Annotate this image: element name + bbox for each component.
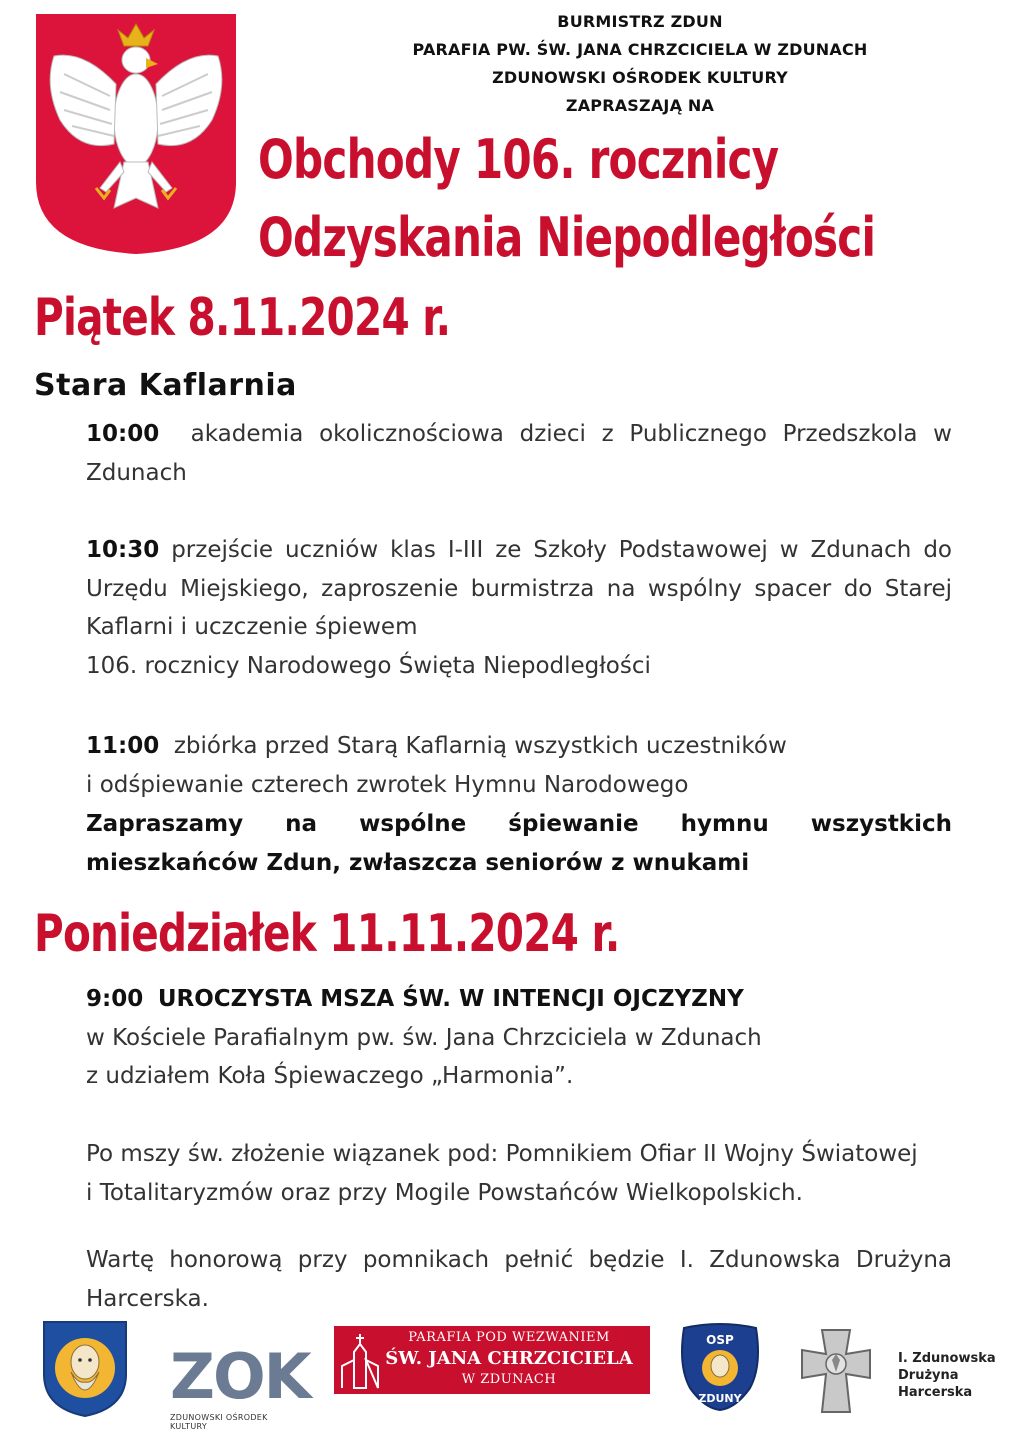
zok-letters: ZOK bbox=[170, 1340, 310, 1413]
parafia-line-1: PARAFIA POD WEZWANIEM bbox=[408, 1330, 610, 1345]
event-1030 bbox=[86, 531, 952, 685]
scout-cross-icon bbox=[788, 1326, 884, 1416]
event-text: przejście uczniów klas I-III ze Szkoły Podstawowej w Zdunach do Urzędu Miejskiego, zaproszenie burmistrza na wspólny spacer do Starej Kaflarni i uczczenie śpiewem bbox=[86, 537, 952, 640]
invite-line-1: Zapraszamy na wspólne śpiewanie hymnu wszystkich bbox=[86, 811, 952, 837]
monday-heading: Poniedziałek 11.11.2024 r. bbox=[34, 904, 620, 964]
polish-eagle-emblem-icon bbox=[34, 12, 238, 256]
zok-logo bbox=[170, 1340, 310, 1431]
zok-caption: ZDUNOWSKI OŚRODEK KULTURY bbox=[170, 1413, 268, 1431]
event-text: akademia okolicznościowa dzieci z Publicznego Przedszkola w Zdunach bbox=[86, 421, 952, 486]
mass-block bbox=[86, 980, 952, 1096]
org-line-culture-centre: ZDUNOWSKI OŚRODEK KULTURY bbox=[492, 68, 788, 87]
guard-line-1: Wartę honorową przy pomnikach pełnić będzie I. Zdunowska Drużyna bbox=[86, 1247, 952, 1273]
event-time: 11:00 bbox=[86, 733, 160, 759]
wreath-line-2: i Totalitaryzmów oraz przy Mogile Powstańców Wielkopolskich. bbox=[86, 1179, 803, 1206]
guard-line-2: Harcerska. bbox=[86, 1286, 209, 1312]
event-text: zbiórka przed Starą Kaflarnią wszystkich uczestników bbox=[173, 733, 787, 759]
scout-team-label bbox=[898, 1350, 996, 1401]
harc-line-1: I. Zdunowska bbox=[898, 1351, 996, 1366]
mass-time: 9:00 bbox=[86, 986, 144, 1012]
org-line-mayor: BURMISTRZ ZDUN bbox=[557, 12, 723, 31]
org-line-invite: ZAPRASZAJĄ NA bbox=[565, 96, 715, 115]
harc-line-2: Drużyna bbox=[898, 1368, 959, 1383]
event-time: 10:30 bbox=[86, 537, 160, 563]
event-text-2: 106. rocznicy Narodowego Święta Niepodległości bbox=[86, 652, 651, 679]
event-time: 10:00 bbox=[86, 421, 160, 447]
harc-line-3: Harcerska bbox=[898, 1385, 973, 1400]
friday-heading: Piątek 8.11.2024 r. bbox=[34, 288, 451, 348]
org-line-parish: PARAFIA PW. ŚW. JANA CHRZCICIELA W ZDUNACH bbox=[412, 40, 868, 59]
mass-title: UROCZYSTA MSZA ŚW. W INTENCJI OJCZYZNY bbox=[157, 986, 744, 1012]
parafia-line-2: ŚW. JANA CHRZCICIELA bbox=[385, 1348, 633, 1369]
osp-bottom-text: ZDUNY bbox=[698, 1392, 742, 1405]
zduny-coat-of-arms-icon bbox=[40, 1318, 130, 1418]
title-line-1: Obchody 106. rocznicy bbox=[258, 128, 779, 191]
mass-choir: z udziałem Koła Śpiewaczego „Harmonia”. bbox=[86, 1063, 574, 1089]
parafia-line-3: W ZDUNACH bbox=[461, 1372, 557, 1387]
osp-top-text: OSP bbox=[706, 1333, 734, 1347]
parafia-logo bbox=[334, 1326, 650, 1394]
friday-venue: Stara Kaflarnia bbox=[34, 368, 297, 403]
invite-line-2: mieszkańców Zdun, zwłaszcza seniorów z wnukami bbox=[86, 850, 750, 876]
wreath-line-1: Po mszy św. złożenie wiązanek pod: Pomnikiem Ofiar II Wojny Światowej bbox=[86, 1141, 918, 1167]
event-text-2: i odśpiewanie czterech zwrotek Hymnu Narodowego bbox=[86, 771, 689, 798]
wreath-block bbox=[86, 1135, 952, 1212]
title-line-2: Odzyskania Niepodległości bbox=[258, 206, 876, 269]
fire-brigade-badge-icon bbox=[676, 1322, 764, 1412]
event-1100 bbox=[86, 727, 952, 804]
mass-place: w Kościele Parafialnym pw. św. Jana Chrzciciela w Zdunach bbox=[86, 1024, 762, 1051]
event-1000 bbox=[86, 415, 952, 492]
